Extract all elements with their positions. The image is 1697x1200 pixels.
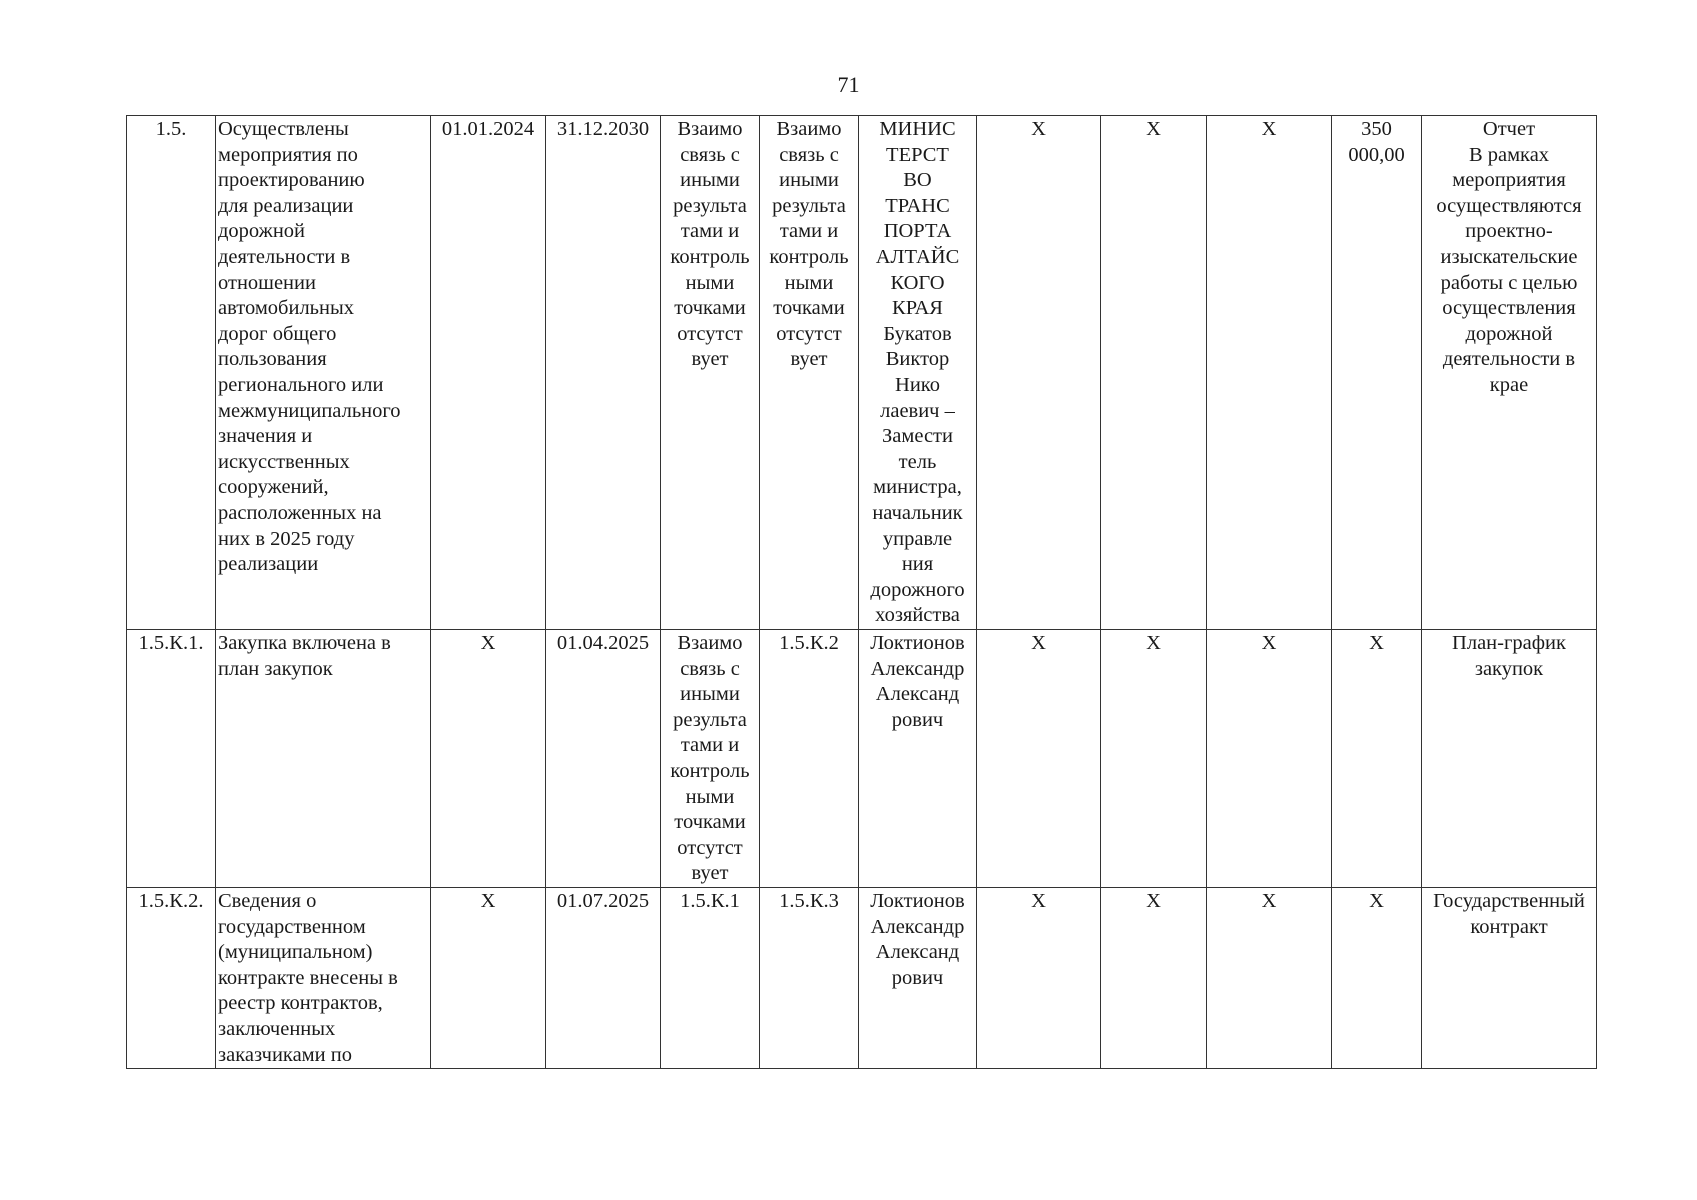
table-row bbox=[127, 116, 1597, 630]
cell-text-line: Локтионов bbox=[870, 632, 965, 654]
row-number-cell bbox=[127, 887, 216, 1068]
cell-text-line: связь с bbox=[680, 657, 740, 680]
end-date-cell bbox=[546, 887, 661, 1068]
cell-text-line: ными bbox=[685, 785, 735, 808]
cell-text-line: ТРАНС bbox=[885, 194, 950, 217]
cell-text-line: X bbox=[1261, 118, 1277, 140]
cell-text-line: отношении bbox=[218, 271, 316, 294]
cell-text-line: ными bbox=[784, 271, 834, 294]
cell-text-line: дорожной bbox=[218, 220, 306, 243]
cell-text-line: дорожной bbox=[1465, 322, 1553, 345]
document-cell bbox=[1422, 887, 1597, 1068]
cell-text-line: 31.12.2030 bbox=[556, 118, 650, 140]
cell-text-line: результа bbox=[673, 708, 747, 731]
cell-text-line: ными bbox=[685, 271, 735, 294]
cell-text-line: вует bbox=[691, 348, 729, 371]
cell-text-line: Нико bbox=[895, 373, 940, 396]
cell-text-line: осуществляются bbox=[1436, 194, 1582, 217]
cell-text-line: ТЕРСТ bbox=[886, 143, 949, 166]
cell-text-line: Взаимо bbox=[677, 632, 743, 654]
description-cell bbox=[216, 116, 431, 630]
cell-text-line: X bbox=[480, 632, 496, 654]
marker-cell-3 bbox=[1207, 116, 1332, 630]
cell-text-line: проектированию bbox=[218, 169, 365, 192]
cell-text-line: Букатов bbox=[883, 322, 952, 345]
cell-text-line: заключенных bbox=[218, 1017, 336, 1040]
cell-text-line: министра, bbox=[873, 476, 962, 499]
cell-text-line: контроль bbox=[670, 245, 750, 268]
cell-text-line: тами и bbox=[680, 734, 740, 757]
cell-text-line: отсутст bbox=[776, 322, 842, 345]
table-row bbox=[127, 887, 1597, 1068]
cell-text-line: тами и bbox=[779, 220, 839, 243]
cell-text-line: тель bbox=[898, 450, 937, 473]
end-date-cell bbox=[546, 116, 661, 630]
cell-text-line: иными bbox=[680, 683, 740, 706]
cell-text-line: управле bbox=[882, 527, 953, 550]
cell-text-line: 1.5.К.1. bbox=[138, 632, 204, 654]
cell-text-line: контракте внесены в bbox=[218, 966, 398, 989]
cell-text-line: дорог общего bbox=[218, 322, 337, 345]
cell-text-line: Александ bbox=[875, 683, 960, 706]
cell-text-line: дорожного bbox=[870, 578, 965, 601]
cell-text-line: Александр bbox=[870, 657, 965, 680]
cell-text-line: регионального или bbox=[218, 373, 384, 396]
cell-text-line: связь с bbox=[779, 143, 839, 166]
cell-text-line: контроль bbox=[670, 759, 750, 782]
cell-text-line: ВО bbox=[903, 169, 932, 192]
start-date-cell bbox=[431, 630, 546, 888]
cell-text-line: 01.04.2025 bbox=[556, 632, 650, 654]
cell-text-line: X bbox=[480, 889, 496, 912]
document-cell bbox=[1422, 116, 1597, 630]
cell-text-line: крае bbox=[1489, 373, 1529, 396]
table-body bbox=[127, 116, 1597, 1069]
responsible-cell bbox=[859, 116, 977, 630]
marker-cell-1 bbox=[977, 630, 1101, 888]
cell-text-line: X bbox=[1031, 889, 1046, 912]
cell-text-line: Государственный bbox=[1433, 889, 1585, 912]
cell-text-line: вует bbox=[790, 348, 828, 371]
cell-text-line: 01.01.2024 bbox=[441, 118, 535, 140]
responsible-cell bbox=[859, 887, 977, 1068]
predecessor-cell bbox=[661, 887, 760, 1068]
cell-text-line: Александ bbox=[875, 941, 960, 964]
cell-text-line: КРАЯ bbox=[892, 297, 943, 320]
cell-text-line: контракт bbox=[1470, 915, 1548, 938]
cell-text-line: начальник bbox=[872, 501, 963, 524]
cell-text-line: мероприятия bbox=[1452, 169, 1566, 192]
cell-text-line: отсутст bbox=[677, 322, 743, 345]
marker-cell-3 bbox=[1207, 630, 1332, 888]
amount-cell bbox=[1332, 116, 1422, 630]
cell-text-line: автомобильных bbox=[218, 297, 355, 320]
cell-text-line: лаевич – bbox=[880, 399, 955, 422]
cell-text-line: мероприятия по bbox=[218, 143, 358, 166]
cell-text-line: пользования bbox=[218, 348, 327, 371]
cell-text-line: вует bbox=[691, 862, 729, 885]
cell-text-line: реестр контрактов, bbox=[218, 992, 383, 1015]
cell-text-line: (муниципальном) bbox=[218, 941, 373, 964]
cell-text-line: 01.07.2025 bbox=[556, 889, 650, 912]
cell-text-line: X bbox=[1369, 632, 1384, 654]
cell-text-line: 1.5.К.2. bbox=[138, 889, 204, 912]
cell-text-line: проектно- bbox=[1465, 220, 1553, 243]
cell-text-line: связь с bbox=[680, 143, 740, 166]
cell-text-line: отсутст bbox=[677, 836, 743, 859]
marker-cell-3 bbox=[1207, 887, 1332, 1068]
results-table bbox=[126, 115, 1597, 1069]
cell-text-line: сооружений, bbox=[218, 476, 329, 499]
cell-text-line: 350 bbox=[1361, 118, 1392, 140]
predecessor-cell bbox=[661, 630, 760, 888]
cell-text-line: 1.5.К.3 bbox=[779, 889, 839, 912]
cell-text-line: X bbox=[1146, 632, 1161, 654]
cell-text-line: Локтионов bbox=[870, 889, 965, 912]
cell-text-line: 1.5. bbox=[155, 118, 187, 140]
cell-text-line: тами и bbox=[680, 220, 740, 243]
end-date-cell bbox=[546, 630, 661, 888]
description-cell bbox=[216, 630, 431, 888]
page-number: 71 bbox=[837, 72, 860, 97]
cell-text-line: X bbox=[1261, 632, 1277, 654]
cell-text-line: Александр bbox=[870, 915, 965, 938]
cell-text-line: 000,00 bbox=[1348, 143, 1405, 166]
cell-text-line: Осуществлены bbox=[218, 118, 349, 140]
cell-text-line: 1.5.К.2 bbox=[779, 632, 839, 654]
cell-text-line: ния bbox=[901, 553, 934, 576]
cell-text-line: для реализации bbox=[218, 194, 354, 217]
responsible-cell bbox=[859, 630, 977, 888]
cell-text-line: X bbox=[1369, 889, 1384, 912]
cell-text-line: контроль bbox=[769, 245, 849, 268]
cell-text-line: АЛТАЙС bbox=[875, 245, 960, 268]
cell-text-line: Сведения о bbox=[218, 889, 317, 912]
cell-text-line: X bbox=[1261, 889, 1277, 912]
marker-cell-2 bbox=[1101, 887, 1207, 1068]
cell-text-line: рович bbox=[891, 966, 944, 989]
cell-text-line: деятельности в bbox=[218, 245, 351, 268]
cell-text-line: работы с целью bbox=[1440, 271, 1578, 294]
cell-text-line: точками bbox=[773, 297, 845, 320]
cell-text-line: них в 2025 году bbox=[218, 527, 355, 550]
predecessor-cell bbox=[661, 116, 760, 630]
cell-text-line: Отчет bbox=[1482, 118, 1536, 140]
cell-text-line: Взаимо bbox=[776, 118, 842, 140]
cell-text-line: иными bbox=[680, 169, 740, 192]
cell-text-line: заказчиками по bbox=[218, 1043, 352, 1066]
cell-text-line: рович bbox=[891, 708, 944, 731]
cell-text-line: изыскательские bbox=[1440, 245, 1578, 268]
amount-cell bbox=[1332, 630, 1422, 888]
cell-text-line: Закупка включена в bbox=[218, 632, 391, 654]
table-row bbox=[127, 630, 1597, 888]
cell-text-line: точками bbox=[674, 811, 746, 834]
cell-text-line: МИНИС bbox=[879, 118, 956, 140]
cell-text-line: результа bbox=[673, 194, 747, 217]
cell-text-line: В рамках bbox=[1468, 143, 1550, 166]
cell-text-line: X bbox=[1031, 632, 1046, 654]
cell-text-line: значения и bbox=[218, 425, 313, 448]
description-cell bbox=[216, 887, 431, 1068]
cell-text-line: Взаимо bbox=[677, 118, 743, 140]
cell-text-line: Замести bbox=[882, 425, 953, 448]
successor-cell bbox=[760, 116, 859, 630]
cell-text-line: КОГО bbox=[890, 271, 945, 294]
cell-text-line: иными bbox=[779, 169, 839, 192]
start-date-cell bbox=[431, 887, 546, 1068]
cell-text-line: закупок bbox=[1474, 657, 1544, 680]
cell-text-line: ПОРТА bbox=[883, 220, 952, 243]
marker-cell-1 bbox=[977, 116, 1101, 630]
marker-cell-1 bbox=[977, 887, 1101, 1068]
cell-text-line: план закупок bbox=[218, 657, 333, 680]
cell-text-line: 1.5.К.1 bbox=[680, 889, 740, 912]
cell-text-line: X bbox=[1031, 118, 1046, 140]
cell-text-line: X bbox=[1146, 118, 1161, 140]
cell-text-line: деятельности в bbox=[1442, 348, 1576, 371]
cell-text-line: искусственных bbox=[218, 450, 350, 473]
start-date-cell bbox=[431, 116, 546, 630]
successor-cell bbox=[760, 887, 859, 1068]
cell-text-line: реализации bbox=[218, 553, 319, 576]
cell-text-line: Виктор bbox=[885, 348, 950, 371]
cell-text-line: точками bbox=[674, 297, 746, 320]
cell-text-line: расположенных на bbox=[218, 501, 382, 524]
cell-text-line: X bbox=[1146, 889, 1161, 912]
cell-text-line: План-график bbox=[1452, 632, 1566, 654]
amount-cell bbox=[1332, 887, 1422, 1068]
document-cell bbox=[1422, 630, 1597, 888]
cell-text-line: государственном bbox=[218, 915, 366, 938]
cell-text-line: межмуниципального bbox=[218, 399, 401, 422]
cell-text-line: осуществления bbox=[1442, 297, 1576, 320]
row-number-cell bbox=[127, 630, 216, 888]
cell-text-line: результа bbox=[772, 194, 846, 217]
marker-cell-2 bbox=[1101, 116, 1207, 630]
marker-cell-2 bbox=[1101, 630, 1207, 888]
successor-cell bbox=[760, 630, 859, 888]
cell-text-line: хозяйства bbox=[875, 604, 960, 627]
row-number-cell bbox=[127, 116, 216, 630]
